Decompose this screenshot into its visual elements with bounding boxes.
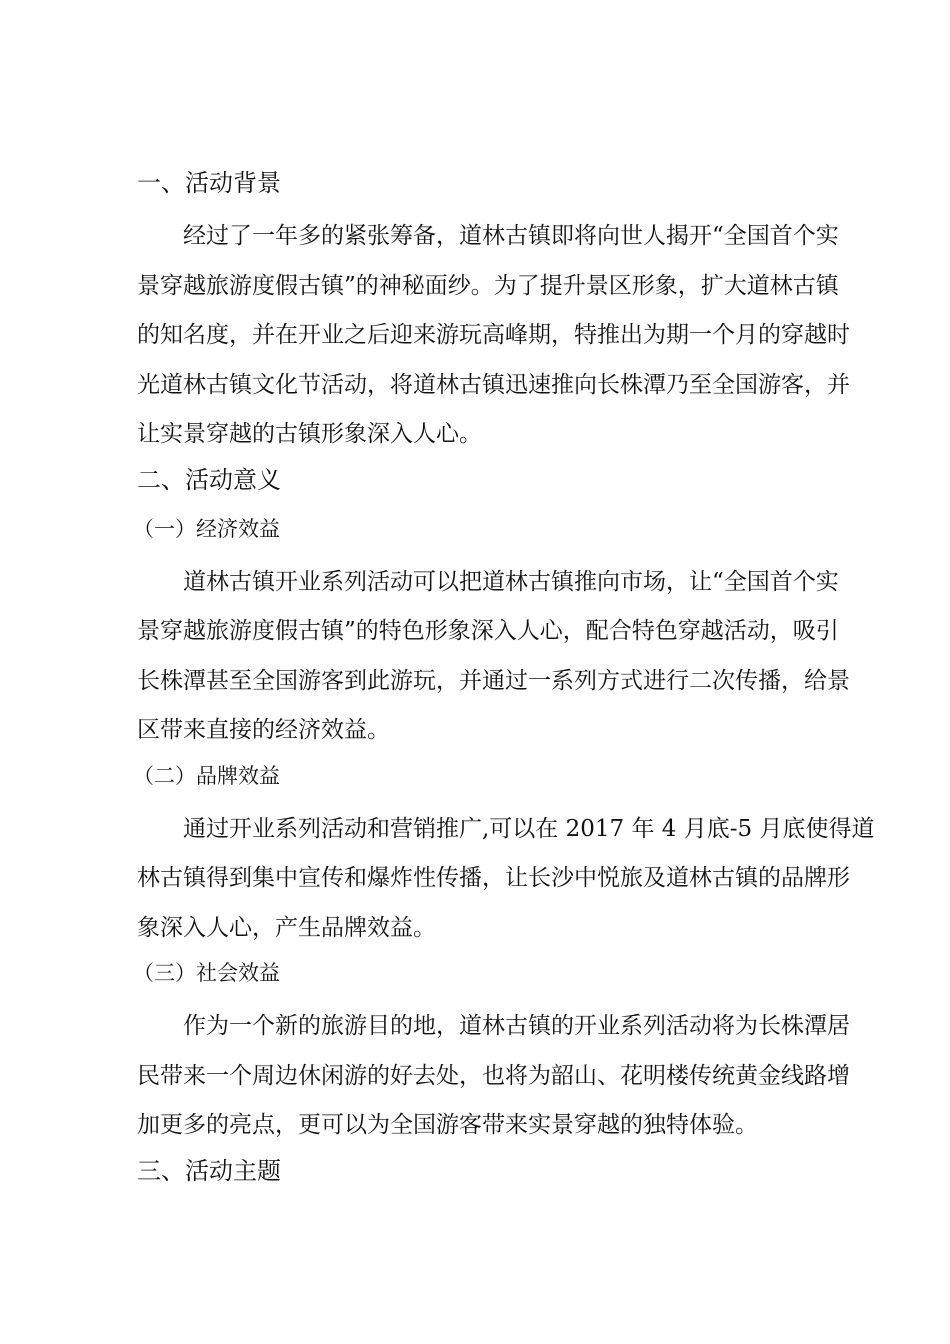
text-line: 景穿越旅游度假古镇”的特色形象深入人心，配合特色穿越活动，吸引	[137, 618, 839, 644]
subsection-heading-social: （三）社会效益	[133, 961, 280, 985]
section-heading-significance: 二、活动意义	[137, 465, 281, 494]
text-line: 经过了一年多的紧张筹备，道林古镇即将向世人揭开“全国首个实	[183, 223, 839, 249]
section-heading-background: 一、活动背景	[137, 169, 281, 197]
paragraph-social	[137, 1002, 850, 1151]
text-line: 林古镇得到集中宣传和爆炸性传播，让长沙中悦旅及道林古镇的品牌形	[137, 865, 850, 891]
text-line: 民带来一个周边休闲游的好去处，也将为韶山、花明楼传统黄金线路增	[137, 1062, 850, 1089]
text-line: 作为一个新的旅游目的地，道林古镇的开业系列活动将为长株潭居	[183, 1013, 850, 1039]
text-line: 的知名度，并在开业之后迎来游玩高峰期，特推出为期一个月的穿越时	[137, 322, 850, 348]
paragraph-brand	[137, 805, 875, 954]
subsection-heading-brand: （二）品牌效益	[133, 763, 280, 788]
text-line: 光道林古镇文化节活动，将道林古镇迅速推向长株潭乃至全国游客，并	[137, 371, 850, 398]
text-line: 通过开业系列活动和营销推广,可以在 2017 年 4 月底-5 月底使得道	[183, 815, 875, 842]
section-heading-theme: 三、活动主题	[137, 1156, 281, 1185]
text-line: 道林古镇开业系列活动可以把道林古镇推向市场，让“全国首个实	[183, 568, 839, 595]
text-line: 景穿越旅游度假古镇”的神秘面纱。为了提升景区形象，扩大道林古镇	[137, 272, 839, 299]
text-line: 象深入人心，产生品牌效益。	[137, 914, 436, 941]
subsection-heading-economic: （一）经济效益	[133, 516, 280, 541]
paragraph-background	[137, 212, 850, 460]
document-body	[133, 163, 875, 1191]
paragraph-economic	[137, 558, 850, 756]
text-line: 区带来直接的经济效益。	[137, 717, 390, 743]
text-line: 让实景穿越的古镇形象深入人心。	[137, 421, 482, 447]
text-line: 加更多的亮点，更可以为全国游客带来实景穿越的独特体验。	[137, 1112, 758, 1138]
text-line: 长株潭甚至全国游客到此游玩，并通过一系列方式进行二次传播，给景	[137, 667, 850, 694]
